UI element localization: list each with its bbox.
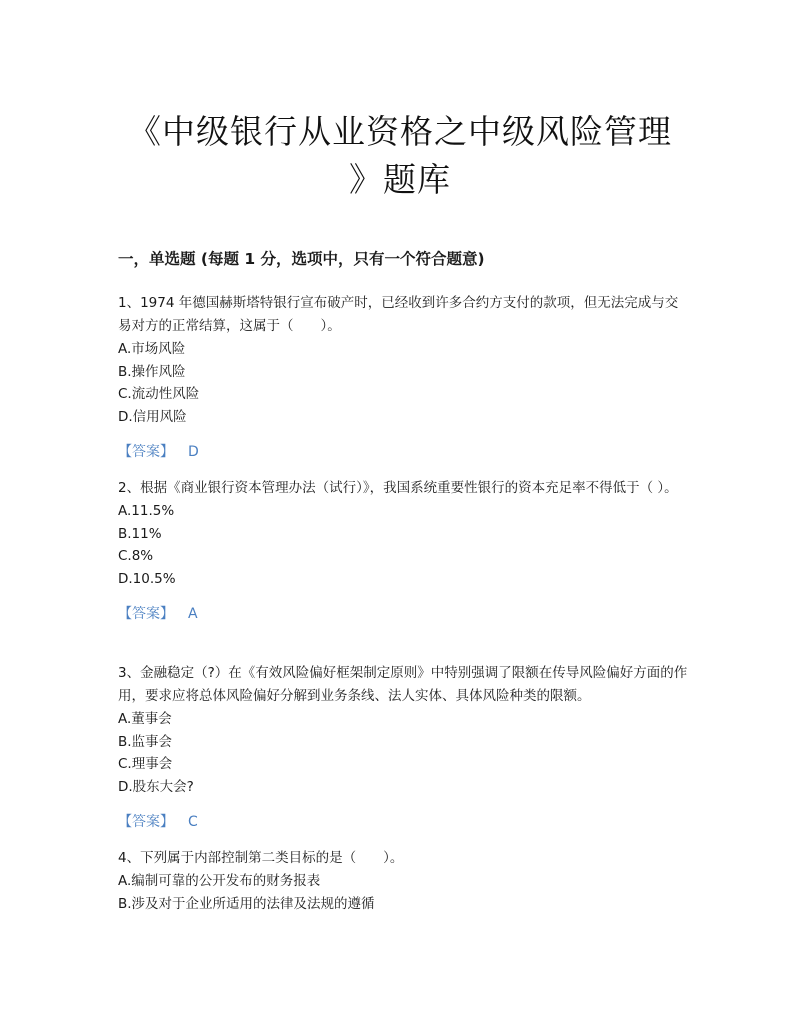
answer-value: D [188,444,199,460]
answer-label: 【答案】 [118,814,174,830]
option-c: C.8% [118,548,154,564]
option-a: A.编制可靠的公开发布的财务报表 [118,873,321,889]
answer-line [118,603,688,625]
option-d: D.股东大会? [118,778,194,795]
option-b: B.涉及对于企业所适用的法律及法规的遵循 [118,895,375,912]
answer-value: A [188,606,198,622]
question-text: 4、下列属于内部控制第二类目标的是（ ）。 [118,850,404,866]
section-heading: 一，单选题 (每题 1 分，选项中，只有一个符合题意) [118,250,485,268]
question-3 [118,662,688,833]
option-d: D.10.5% [118,570,176,587]
question-text: 1、1974 年德国赫斯塔特银行宣布破产时，已经收到许多合约方支付的款项，但无法完成与交易对方的正常结算，这属于（ ）。 [118,295,679,334]
option-b: B.操作风险 [118,363,186,380]
option-a: A.市场风险 [118,341,186,357]
option-b: B.11% [118,525,162,542]
option-d: D.信用风险 [118,408,187,425]
question-4 [118,847,688,915]
document-title [100,108,700,204]
title-line-2: 》题库 [349,160,451,199]
option-c: C.理事会 [118,756,173,772]
question-2 [118,477,688,625]
answer-line [118,441,688,463]
question-text: 2、根据《商业银行资本管理办法（试行）》，我国系统重要性银行的资本充足率不得低于（ ）。 [118,480,678,496]
title-line-1: 《中级银行从业资格之中级风险管理 [128,112,672,151]
option-a: A.董事会 [118,711,172,727]
answer-value: C [188,814,198,830]
option-a: A.11.5% [118,503,175,519]
option-c: C.流动性风险 [118,386,200,402]
question-text: 3、金融稳定（?）在《有效风险偏好框架制定原则》中特别强调了限额在传导风险偏好方面的作用，要求应将总体风险偏好分解到业务条线、法人实体、具体风险种类的限额。 [118,665,688,704]
question-1 [118,292,688,463]
answer-line [118,811,688,833]
answer-label: 【答案】 [118,606,174,622]
option-b: B.监事会 [118,733,173,750]
answer-label: 【答案】 [118,444,174,460]
